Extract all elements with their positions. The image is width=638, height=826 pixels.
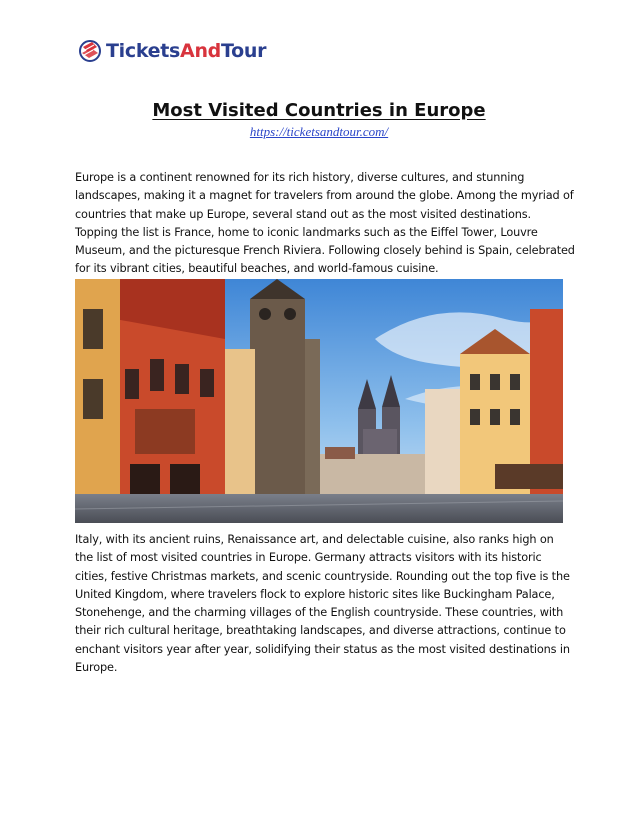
intro-paragraph: Europe is a continent renowned for its rich history, diverse cultures, and stunning landscapes, making it a magnet for travelers from around the globe. Among the myriad of countries that make up Europe, several stand out as the most visited destinations. Topping the list is France, home to iconic landmarks such as the Eiffel Tower, Louvre Museum, and the picturesque French Riviera. Following closely behind is Spain, celebrated for its vibrant cities, beautiful beaches, and world-famous cuisine. <box>75 171 575 276</box>
red-building <box>75 279 225 523</box>
photo-illustration <box>75 279 563 523</box>
logo-text-tickets: Tickets <box>106 40 181 62</box>
source-link[interactable]: https://ticketsandtour.com/ <box>249 124 389 139</box>
globe-ticket-icon <box>78 39 102 63</box>
page-title <box>0 100 638 121</box>
logo-text-and: And <box>180 40 221 62</box>
logo-text-tour: Tour <box>220 40 267 62</box>
building <box>225 349 255 519</box>
second-paragraph: Italy, with its ancient ruins, Renaissance art, and delectable cuisine, also ranks high on the list of most visited countries in Europe. Germany attracts visitors with its historic cities, festive Christmas markets, and scenic countryside. Rounding out the top five is the United Kingdom, where travelers flock to explore historic sites like Buckingham Palace, Stonehenge, and the charming villages of the English countryside. These countries, with their rich cultural heritage, breathtaking landscapes, and diverse attractions, continue to enchant visitors year after year, solidifying their status as the most visited destinations in Europe. <box>75 533 570 675</box>
square-ground <box>75 494 563 523</box>
logo-text <box>106 40 266 62</box>
building <box>315 454 425 494</box>
page-title-text: Most Visited Countries in Europe <box>152 100 486 121</box>
brand-logo[interactable] <box>78 36 266 66</box>
prague-old-town-photo <box>75 279 563 523</box>
